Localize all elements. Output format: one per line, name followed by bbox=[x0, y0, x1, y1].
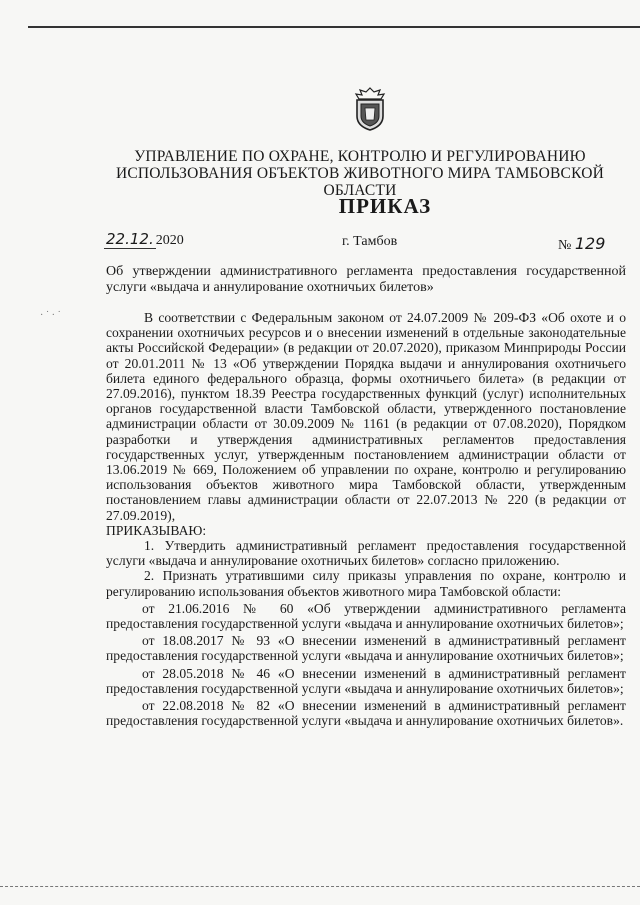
preamble-paragraph: В соответствии с Федеральным законом от 24.07.2009 № 209-ФЗ «Об охоте и о сохранении охотничьих ресурсов и о внесении изменений в отдельные законодательные акты Российской Федерации» (в редакции от 20.07.2020), приказом Минприроды России от 20.01.2011 № 13 «Об утверждении Порядка выдачи и аннулирования охотничьего билета единого федерального образца, формы охотничьего билета» (в редакции от 27.09.2016), пунктом 18.39 Реестра государственных функций (услуг) исполнительных органов государственной власти Тамбовской области, утвержденного постановление администрации области от 30.09.2009 № 1161 (в редакции от 07.08.2020), Порядком разработки и утверждения административных регламентов предоставления государственных услуг, утвержденным постановлением администрации области от 13.06.2019 № 669, Положением об управлении по охране, контролю и регулированию использования объектов животного мира Тамбовской области, утвержденным постановлением главы администрации области от 22.07.2013 № 220 (в редакции от 27.09.2019), bbox=[106, 310, 626, 523]
number-label: № bbox=[558, 238, 572, 253]
list-item: от 21.06.2016 № 60 «Об утверждении административного регламента предоставления государственной услуги «выдача и аннулирование охотничьих билетов»; bbox=[106, 600, 626, 632]
order-word: ПРИКАЗЫВАЮ: bbox=[106, 522, 207, 538]
organization-name bbox=[90, 148, 630, 199]
handwritten-number: 129 bbox=[574, 234, 606, 253]
document-number bbox=[558, 234, 605, 254]
org-line-1: УПРАВЛЕНИЕ ПО ОХРАНЕ, КОНТРОЛЮ И РЕГУЛИРОВАНИЮ bbox=[134, 148, 586, 165]
document-subject: Об утверждении административного регламента предоставления государственной услуги «выдача и аннулирование охотничьих билетов» bbox=[106, 264, 626, 295]
scan-specks: · ˙ · ˙ bbox=[40, 310, 61, 321]
document-title: ПРИКАЗ bbox=[338, 194, 432, 218]
document-city: г. Тамбов bbox=[342, 234, 398, 249]
date-year: 2020 bbox=[155, 233, 184, 248]
list-item: от 18.08.2017 № 93 «О внесении изменений в административный регламент предоставления государственной услуги «выдача и аннулирование охотничьих билетов»; bbox=[106, 633, 626, 664]
coat-of-arms-icon bbox=[348, 86, 392, 132]
order-item-2: 2. Признать утратившими силу приказы управления по охране, контролю и регулированию использования объектов животного мира Тамбовской области: bbox=[106, 568, 626, 599]
document-date bbox=[104, 230, 184, 249]
order-item-1: 1. Утвердить административный регламент предоставления государственной услуги «выдача и аннулирование охотничьих билетов» согласно приложению. bbox=[106, 538, 626, 569]
repealed-orders-list bbox=[106, 601, 626, 729]
list-item: от 22.08.2018 № 82 «О внесении изменений в административный регламент предоставления государственной услуги «выдача и аннулирование охотничьих билетов». bbox=[106, 698, 626, 729]
list-item: от 28.05.2018 № 46 «О внесении изменений в административный регламент предоставления государственной услуги «выдача и аннулирование охотничьих билетов»; bbox=[106, 665, 626, 696]
handwritten-date: 22.12. bbox=[106, 230, 154, 248]
bottom-cut-line bbox=[0, 886, 640, 887]
org-line-2: ИСПОЛЬЗОВАНИЯ ОБЪЕКТОВ ЖИВОТНОГО МИРА ТАМБОВСКОЙ ОБЛАСТИ bbox=[115, 165, 605, 199]
top-border-line bbox=[28, 26, 640, 28]
document-body bbox=[106, 310, 626, 730]
